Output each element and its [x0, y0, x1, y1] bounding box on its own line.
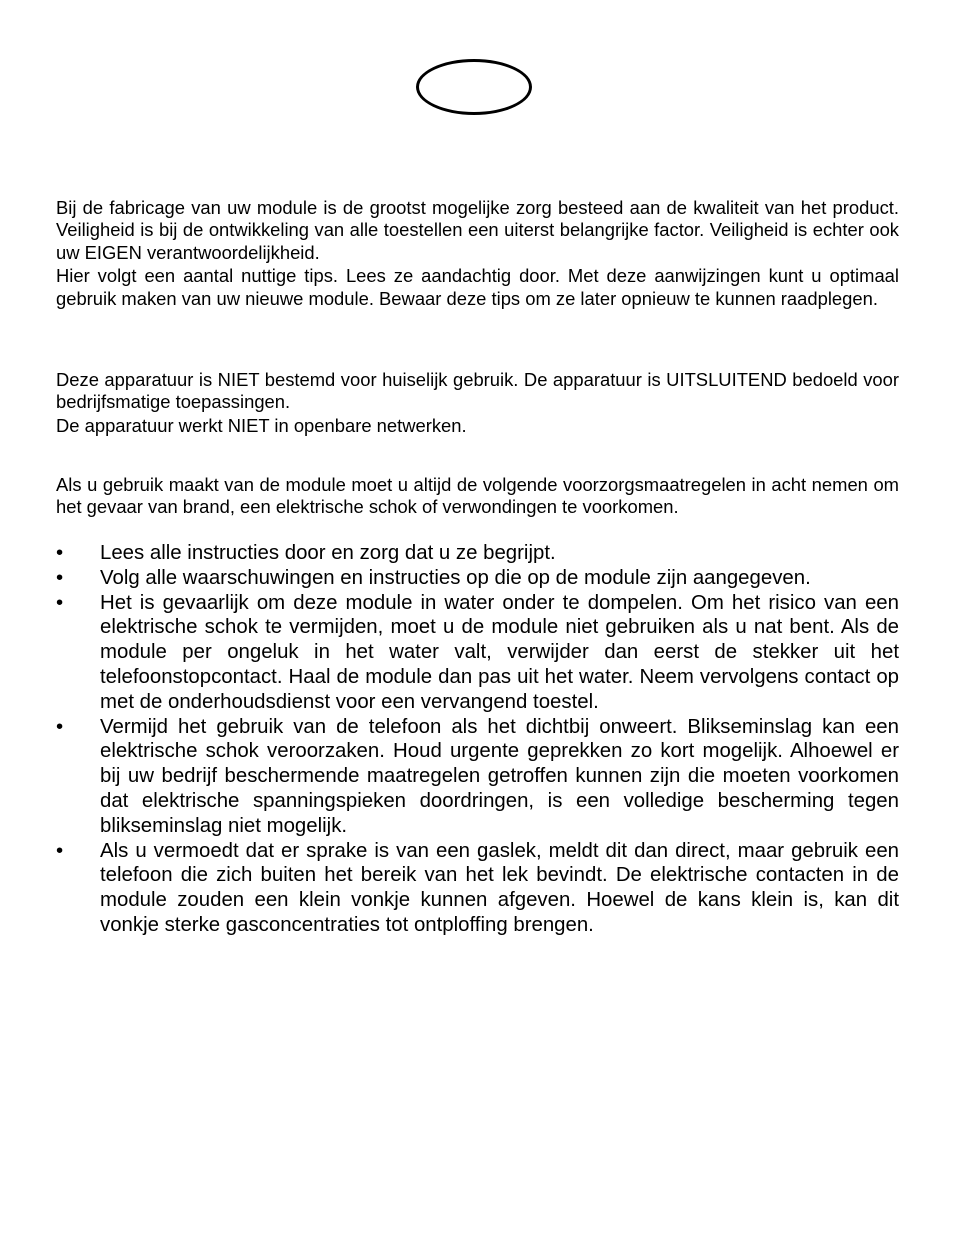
list-item	[56, 566, 899, 591]
tip-text: Het is gevaarlijk om deze module in water onder te dompelen. Om het risico van een elektrische schok te vermijden, moet u de module niet gebruiken als u nat bent. Als de module per ongeluk in het water valt, verwijder dan eerst de stekker uit het telefoonstopcontact. Haal de module dan pas uit het water. Neem vervolgens contact op met de onderhoudsdienst voor een vervangend toestel.	[100, 591, 899, 713]
oval-logo	[416, 59, 532, 115]
scope-paragraph-1: Deze apparatuur is NIET bestemd voor huiselijk gebruik. De apparatuur is UITSLUITEND bedoeld voor bedrijfsmatige toepassingen.	[56, 369, 899, 413]
bullet-icon: •	[56, 839, 64, 862]
list-item	[56, 541, 899, 566]
bullet-icon: •	[56, 715, 64, 738]
safety-section	[56, 474, 899, 519]
list-item	[56, 715, 899, 839]
list-item	[56, 591, 899, 715]
intro-paragraph-2: Hier volgt een aantal nuttige tips. Lees ze aandachtig door. Met deze aanwijzingen kunt u optimaal gebruik maken van uw nieuwe module. Bewaar deze tips om ze later opnieuw te kunnen raadplegen.	[56, 265, 899, 309]
tip-text: Vermijd het gebruik van de telefoon als het dichtbij onweert. Blikseminslag kan een elektrische schok veroorzaken. Houd urgente geprekken zo kort mogelijk. Alhoewel er bij uw bedrijf beschermende maatregelen getroffen kunnen zijn die moeten voorkomen dat elektrische spanningspieken doordringen, is een volledige bescherming tegen blikseminslag niet mogelijk.	[100, 715, 899, 837]
bullet-icon: •	[56, 591, 64, 614]
tip-text: Als u vermoedt dat er sprake is van een gaslek, meldt dit dan direct, maar gebruik een telefoon die zich buiten het bereik van het lek bevindt. De elektrische contacten in de module zouden een klein vonkje kunnen afgeven. Hoewel de kans klein is, kan dit vonkje sterke gasconcentraties tot ontploffing brengen.	[100, 839, 899, 936]
safety-tips-list	[56, 541, 899, 938]
tip-text: Volg alle waarschuwingen en instructies op die op de module zijn aangegeven.	[100, 566, 811, 589]
intro-section	[56, 197, 899, 310]
bullet-icon: •	[56, 566, 64, 589]
safety-paragraph: Als u gebruik maakt van de module moet u altijd de volgende voorzorgsmaatregelen in acht nemen om het gevaar van brand, een elektrische schok of verwondingen te voorkomen.	[56, 474, 899, 518]
scope-section	[56, 369, 899, 437]
intro-paragraph-1: Bij de fabricage van uw module is de grootst mogelijke zorg besteed aan de kwaliteit van het product. Veiligheid is bij de ontwikkeling van alle toestellen een uiterst belangrijke factor. Veiligheid is echter ook uw EIGEN verantwoordelijkheid.	[56, 197, 899, 263]
tip-text: Lees alle instructies door en zorg dat u ze begrijpt.	[100, 542, 556, 564]
bullet-icon: •	[56, 542, 64, 564]
scope-paragraph-2: De apparatuur werkt NIET in openbare netwerken.	[56, 414, 467, 436]
list-item	[56, 839, 899, 938]
